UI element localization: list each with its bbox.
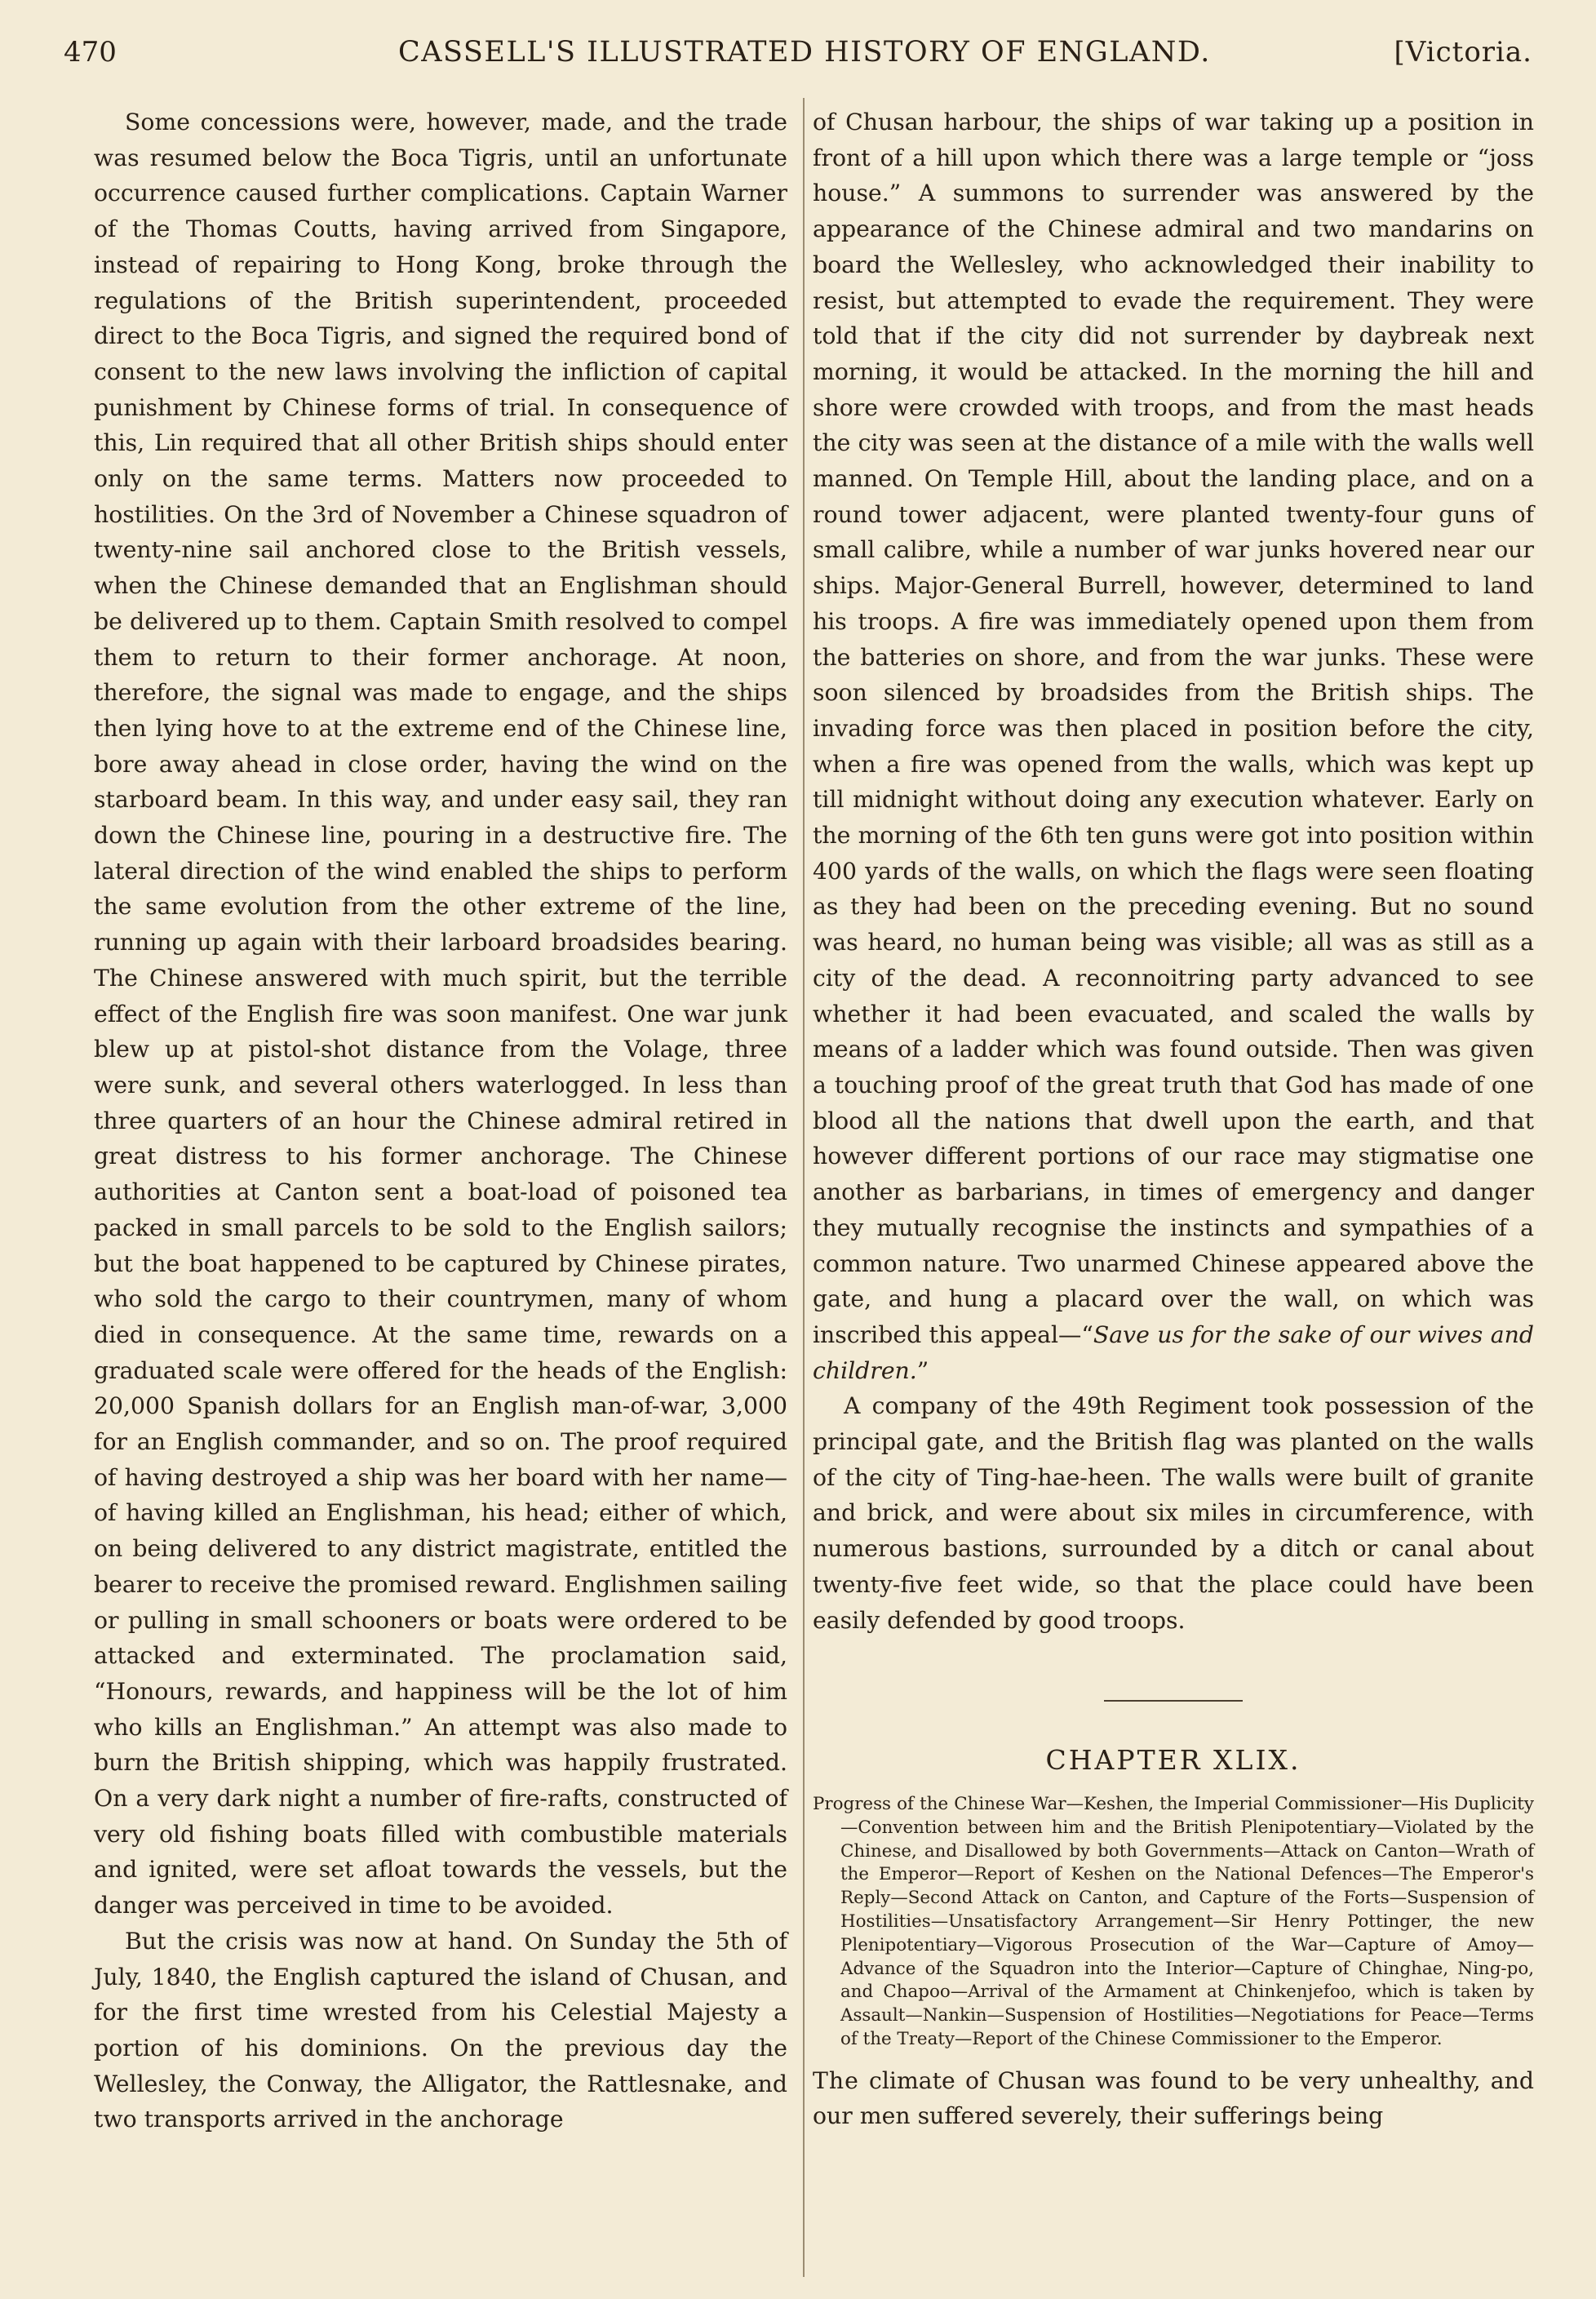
closing-quote: ” [916,1356,929,1384]
chapter-synopsis: Progress of the Chinese War—Keshen, the Imperial Commissioner—His Duplicity—Convention between him and the British Plenipotentiary—Violated by the Chinese, and Disallowed by both Governments—Attack on Canton—Wrath of the Emperor—Report of Keshen on the National Defences—The Emperor's Reply—Second Attack on Canton, and Capture of the Forts—Suspension of Hostilities—Unsatisfactory Arrangement—Sir Henry Pottinger, the new Plenipotentiary—Vigorous Prosecution of the War—Capture of Amoy—Advance of the Squadron into the Interior—Capture of Chinghae, Ning-po, and Chapoo—Arrival of the Armament at Chinkenjefoo, which is taken by Assault—Nankin—Suspension of Hostilities—Negotiations for Peace—Terms of the Treaty—Report of the Chinese Commissioner to the Emperor. [813,1793,1534,2049]
section-separator [1104,1700,1243,1702]
right-column [813,104,1534,2134]
paragraph: Some concessions were, however, made, and the trade was resumed below the Boca Tigris, until an unfortunate occurrence caused further complications. Captain Warner of the Thomas Coutts, having arrived from Singapore, instead of repairing to Hong Kong, broke through the regulations of the British superintendent, proceeded direct to the Boca Tigris, and signed the required bond of consent to the new laws involving the infliction of capital punishment by Chinese forms of trial. In consequence of this, Lin required that all other British ships should enter only on the same terms. Matters now proceeded to hostilities. On the 3rd of November a Chinese squadron of twenty-nine sail anchored close to the British vessels, when the Chinese demanded that an Englishman should be delivered up to them. Captain Smith resolved to compel them to return to their former anchorage. At noon, therefore, the signal was made to engage, and the ships then lying hove to at the extreme end of the Chinese line, bore away ahead in close order, having the wind on the starboard beam. In this way, and under easy sail, they ran down the Chinese line, pouring in a destructive fire. The lateral direction of the wind enabled the ships to perform the same evolution from the other extreme of the line, running up again with their larboard broadsides bearing. The Chinese answered with much spirit, but the terrible effect of the English fire was soon manifest. One war junk blew up at pistol-shot distance from the Volage, three were sunk, and several others waterlogged. In less than three quarters of an hour the Chinese admiral retired in great distress to his former anchorage. The Chinese authorities at Canton sent a boat-load of poisoned tea packed in small parcels to be sold to the English sailors; but the boat happened to be captured by Chinese pirates, who sold the cargo to their countrymen, many of whom died in consequence. At the same time, rewards on a graduated scale were offered for the heads of the English: 20,000 Spanish dollars for an English man-of-war, 3,000 for an English commander, and so on. The proof required of having destroyed a ship was her board with her name—of having killed an Englishman, his head; either of which, on being delivered to any district magistrate, entitled the bearer to receive the promised reward. Englishmen sailing or pulling in small schooners or boats were ordered to be attacked and exterminated. The proclamation said, “Honours, rewards, and happiness will be the lot of him who kills an Englishman.” An attempt was also made to burn the British shipping, which was happily frustrated. On a very dark night a number of fire-rafts, constructed of very old fishing boats filled with combustible materials and ignited, were set afloat towards the vessels, but the danger was perceived in time to be avoided. [94,109,787,1920]
paragraph: But the crisis was now at hand. On Sunday the 5th of July, 1840, the English captured the island of Chusan, and for the first time wrested from his Celestial Majesty a portion of his dominions. On the previous day the Wellesley, the Conway, the Alligator, the Rattlesnake, and two transports arrived in the anchorage [94,1927,787,2133]
chapter-title: CHAPTER XLIX. [1045,1744,1301,1777]
paragraph [813,104,1534,1388]
placard-appeal: Save us for the sake of our wives and children. [813,1320,1534,1384]
running-header [64,29,1532,78]
left-column [94,104,787,2137]
running-title: CASSELL'S ILLUSTRATED HISTORY OF ENGLAND. [398,36,1211,69]
section-label: [Victoria. [1394,36,1532,69]
page-number: 470 [64,36,117,69]
paragraph-text: of Chusan harbour, the ships of war taking up a position in front of a hill upon which there was a large temple or “joss house.” A summons to surrender was answered by the appearance of the Chinese admiral and two mandarins on board the Wellesley, who acknowledged their inability to resist, but attempted to evade the requirement. They were told that if the city did not surrender by daybreak next morning, it would be attacked. In the morning the hill and shore were crowded with troops, and from the mast heads the city was seen at the distance of a mile with the walls well manned. On Temple Hill, about the landing place, and on a round tower adjacent, were planted twenty-four guns of small calibre, while a number of war junks hovered near our ships. Major-General Burrell, however, determined to land his troops. A fire was immediately opened upon them from the batteries on shore, and from the war junks. These were soon silenced by broadsides from the British ships. The invading force was then placed in position before the city, when a fire was opened from the walls, which was kept up till midnight without doing any execution whatever. Early on the morning of the 6th ten guns were got into position within 400 yards of the walls, on which the flags were seen floating as they had been on the preceding evening. But no sound was heard, no human being was visible; all was as still as a city of the dead. A reconnoitring party advanced to see whether it had been evacuated, and scaled the walls by means of a ladder which was found outside. Then was given a touching proof of the great truth that God has made of one blood all the nations that dwell upon the earth, and that however different portions of our race may stigmatise one another as barbarians, in times of emergency and danger they mutually recognise the instincts and sympathies of a common nature. Two unarmed Chinese appeared above the gate, and hung a placard over the wall, on which was inscribed this appeal—“ [813,109,1534,1348]
paragraph [813,2063,1534,2134]
paragraph-text: climate of Chusan was found to be very unhealthy, and our men suffered severely, their sufferings being [813,2066,1534,2130]
column-divider [803,98,805,2277]
paragraph: A company of the 49th Regiment took possession of the principal gate, and the British flag was planted on the walls of the city of Ting-hae-heen. The walls were built of granite and brick, and were about six miles in circumference, with numerous bastions, surrounded by a ditch or canal about twenty-five feet wide, so that the place could have been easily defended by good troops. [813,1392,1534,1634]
opening-word: The [813,2066,859,2094]
